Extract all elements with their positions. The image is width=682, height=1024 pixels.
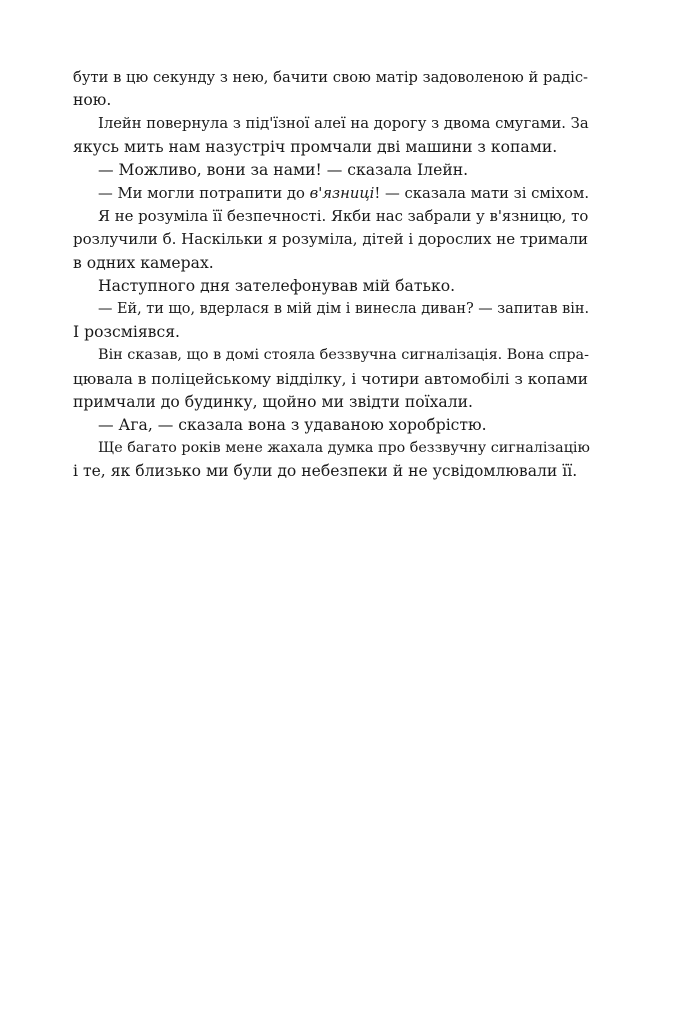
text-line: якусь мить нам назустріч промчали дві машини з копами. (73, 137, 558, 156)
text-line: — Ага, — сказала вона з удаваною хоробрістю. (98, 416, 487, 435)
text-line: Наступного дня зателефонував мій батько. (98, 276, 456, 295)
text-line: ною. (73, 91, 112, 110)
italic-word: в'язниці (309, 185, 375, 203)
text-line: в одних камерах. (73, 253, 214, 272)
text-line: цювала в поліцейському відділку, і чотири автомобілі з копами (73, 369, 588, 388)
text-line: Ще багато років мене жахала думка про беззвучну сигналізацію (98, 440, 590, 457)
text-run: — Ми могли потрапити до (98, 185, 310, 203)
book-page-text (73, 66, 588, 484)
text-line: примчали до будинку, щойно ми звідти поїхали. (73, 392, 473, 411)
text-line: — Можливо, вони за нами! — сказала Ілейн. (98, 160, 469, 179)
text-line: і те, як близько ми були до небезпеки й не усвідомлювали її. (73, 462, 578, 481)
text-line (73, 182, 588, 205)
text-line: — Ей, ти що, вдерлася в мій дім і винесла диван? — запитав він. (98, 301, 590, 318)
text-line: бути в цю секунду з нею, бачити свою матір задоволеною й радіс- (73, 69, 588, 86)
text-line: І розсміявся. (73, 323, 180, 342)
text-line: Я не розуміла її безпечності. Якби нас забрали у в'язницю, то (98, 207, 589, 226)
text-line: Він сказав, що в домі стояла беззвучна сигналізація. Вона спра- (98, 347, 589, 364)
text-line: розлучили б. Наскільки я розуміла, дітей і дорослих не тримали (73, 230, 589, 249)
text-run: ! — сказала мати зі сміхом. (374, 185, 590, 203)
text-line: Ілейн повернула з під'їзної алеї на дорогу з двома смугами. За (98, 115, 589, 133)
